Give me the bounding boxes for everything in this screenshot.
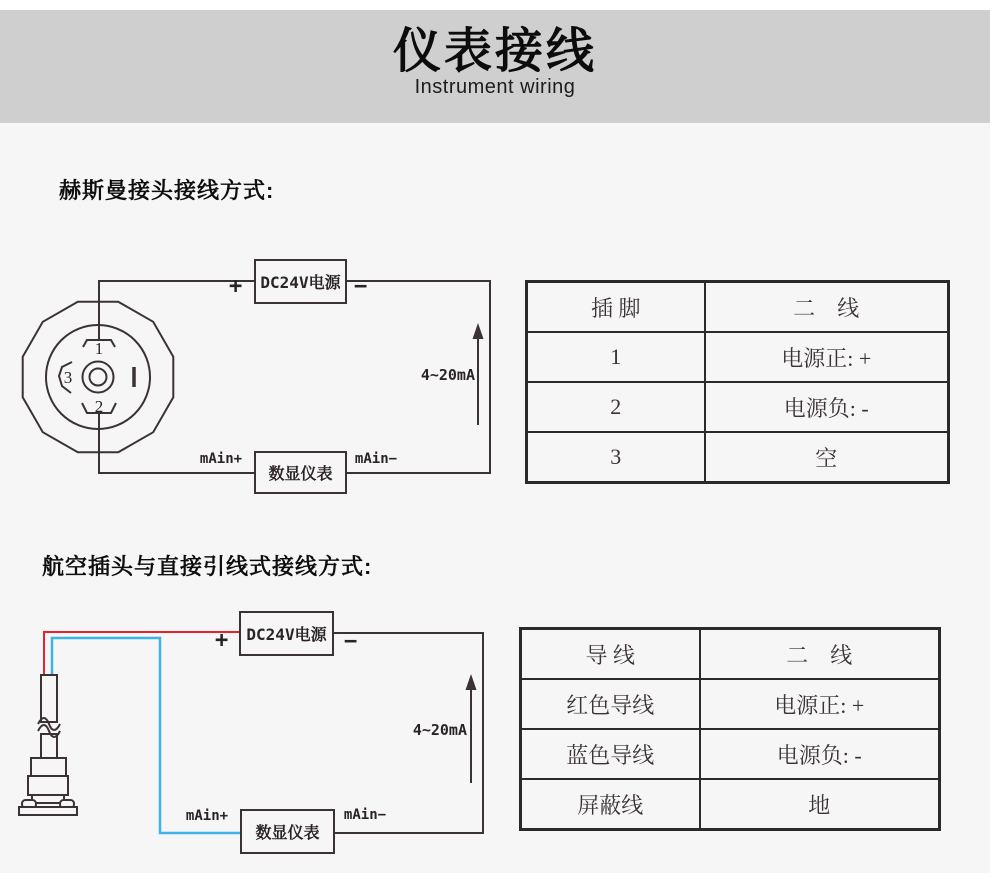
- current-arrow-head: [466, 674, 477, 690]
- main-in-plus-label: mAin+: [199, 451, 243, 467]
- connector-center-outer: [83, 362, 114, 393]
- table-header-row: [521, 629, 940, 680]
- page-title: 仪表接线: [392, 25, 597, 78]
- probe-nut-lower: [28, 776, 68, 795]
- wire-column-header: 导 线: [521, 629, 700, 680]
- table-row: [521, 779, 940, 830]
- wire-function-cell: 电源正: +: [700, 679, 940, 729]
- table-row: [527, 382, 949, 432]
- pin1-label: 1: [94, 339, 104, 358]
- top-white-strip: [0, 0, 990, 10]
- wire-function-cell: 空: [705, 432, 949, 483]
- wire-function-cell: 电源正: +: [705, 332, 949, 382]
- lead-wire-table: [519, 627, 941, 831]
- power-plus-label: +: [215, 628, 229, 653]
- main-in-minus-label: mAin−: [343, 807, 387, 823]
- wire-function-cell: 电源负: -: [705, 382, 949, 432]
- pin-cell: 3: [527, 432, 705, 483]
- pin-cell: 2: [527, 382, 705, 432]
- blue-wire: [52, 638, 240, 833]
- probe-base-flange: [19, 807, 77, 815]
- pin-wiring-table: [525, 280, 950, 484]
- pin3-label: 3: [63, 368, 73, 387]
- power-plus-label: +: [229, 274, 243, 299]
- pin2-label: 2: [94, 397, 104, 416]
- section-heading-aviation-plug: 航空插头与直接引线式接线方式:: [42, 554, 373, 579]
- current-range-label: 4~20mA: [420, 366, 475, 384]
- current-arrow-head: [473, 323, 484, 339]
- page-subtitle: Instrument wiring: [414, 76, 576, 98]
- header-band: [0, 10, 990, 123]
- table-row: [521, 679, 940, 729]
- probe-sensor-icon: [19, 675, 77, 815]
- pin-column-header: 插 脚: [527, 282, 705, 333]
- connector-center-inner: [90, 369, 107, 386]
- current-range-label: 4~20mA: [412, 721, 467, 739]
- power-supply-box: DC24V电源: [239, 611, 334, 656]
- probe-stem-upper: [41, 675, 57, 722]
- table-header-row: [527, 282, 949, 333]
- power-supply-box: DC24V电源: [254, 259, 347, 304]
- table-row: [527, 332, 949, 382]
- wire-name-cell: 蓝色导线: [521, 729, 700, 779]
- pin-cell: 1: [527, 332, 705, 382]
- table-row: [521, 729, 940, 779]
- wire-function-cell: 地: [700, 779, 940, 830]
- digital-instrument-box: 数显仪表: [254, 451, 347, 494]
- power-minus-label: −: [344, 629, 358, 654]
- probe-nut-upper: [31, 758, 66, 776]
- digital-instrument-box: 数显仪表: [240, 809, 335, 854]
- wire-function-cell: 电源负: -: [700, 729, 940, 779]
- section-heading-hirschmann: 赫斯曼接头接线方式:: [59, 178, 275, 203]
- wire-name-cell: 屏蔽线: [521, 779, 700, 830]
- power-minus-label: −: [354, 274, 368, 299]
- wire-name-cell: 红色导线: [521, 679, 700, 729]
- two-wire-column-header: 二 线: [705, 282, 949, 333]
- table-row: [527, 432, 949, 483]
- hirschmann-connector-icon: [23, 302, 174, 453]
- main-in-plus-label: mAin+: [185, 808, 229, 824]
- current-arrow-icon: [466, 674, 477, 783]
- two-wire-column-header: 二 线: [700, 629, 940, 680]
- main-in-minus-label: mAin−: [354, 451, 398, 467]
- probe-collar: [32, 795, 64, 803]
